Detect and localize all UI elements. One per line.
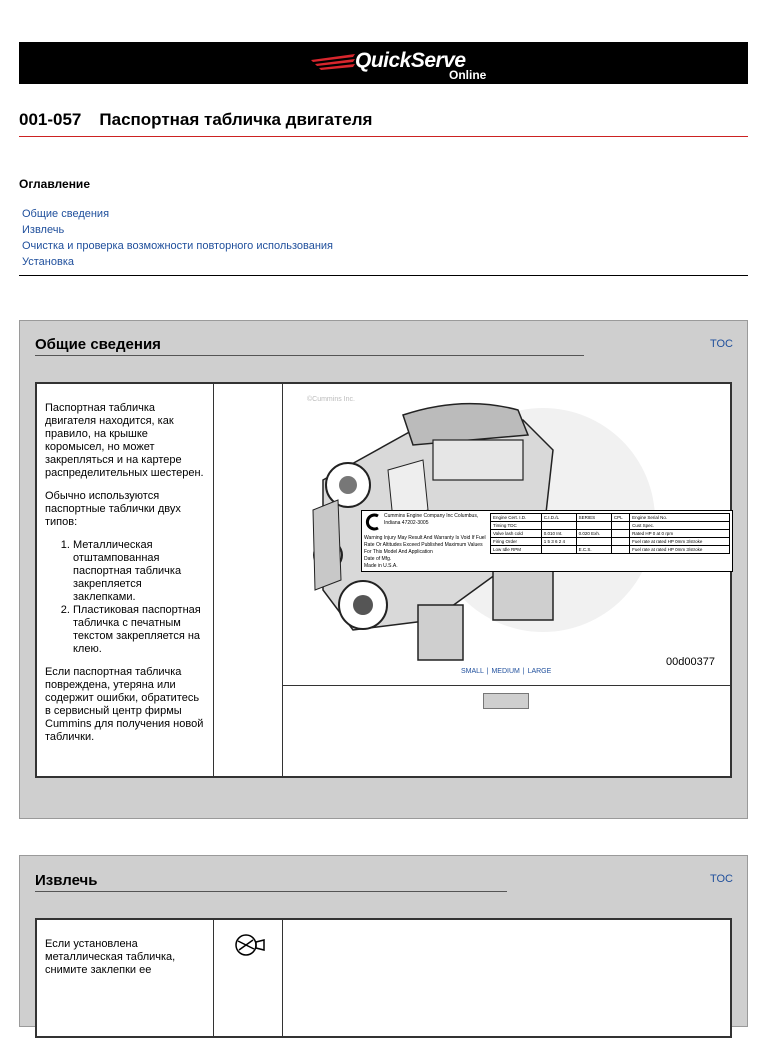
paragraph: Обычно используются паспортные таблички двух типов:: [45, 490, 181, 528]
plate-warning: Warning Injury May Result And Warranty Is Void If Fuel Rate Or Altitudes Exceed Published Maximum Values For This Model And Application: [364, 535, 486, 555]
page-title: [19, 110, 372, 130]
plate-cell: [611, 530, 629, 538]
list-item: 2. Пластиковая паспортная табличка с печатным текстом закрепляется на клею.: [73, 604, 205, 656]
list-item: 1. Металлическая отштампованная паспортная табличка закрепляется заклепками.: [73, 539, 205, 604]
text-column: [37, 384, 214, 776]
plate-notes: [364, 535, 486, 570]
table-row: [491, 522, 730, 530]
size-large-link[interactable]: LARGE: [527, 668, 552, 675]
plate-cell: C.I.D./L: [541, 514, 576, 522]
plate-types-list: [45, 539, 205, 656]
toc-divider: [19, 275, 748, 276]
plate-cell: 1 5 3 6 2 4: [541, 538, 576, 546]
plate-cell: Cust Spec.: [630, 522, 730, 530]
plate-cell: Rated HP 0 at 0 rpm: [630, 530, 730, 538]
toc-link-general[interactable]: Общие сведения: [22, 208, 110, 220]
engine-figure[interactable]: [293, 390, 725, 666]
plate-cell: Engine Serial No.: [630, 514, 730, 522]
content-table: [35, 382, 732, 778]
plate-cell: [611, 522, 629, 530]
toc-link-install[interactable]: Установка: [22, 256, 74, 268]
plate-cell: Low Idle RPM: [491, 546, 542, 554]
quickserve-logo[interactable]: [309, 42, 509, 84]
plate-cell: [541, 522, 576, 530]
page-title-text: Паспортная табличка двигателя: [99, 110, 373, 129]
cummins-logo: [364, 513, 382, 531]
toc-link-clean-inspect[interactable]: Очистка и проверка возможности повторного использования: [22, 240, 334, 252]
plate-cell: [611, 546, 629, 554]
plate-cell: SERIES: [576, 514, 611, 522]
section-general: [19, 320, 748, 819]
site-banner: [19, 42, 748, 84]
plate-cell: Engine Cert. I.D.: [491, 514, 542, 522]
size-medium-link[interactable]: MEDIUM: [491, 668, 520, 675]
table-row: [491, 538, 730, 546]
toc-heading: Оглавление: [19, 177, 90, 191]
size-separator: |: [522, 668, 525, 675]
image-size-links: [461, 668, 551, 675]
plate-date: Date of Mfg.: [364, 556, 392, 562]
section-underline: [35, 355, 584, 356]
plate-maker: Cummins Engine Company Inc Columbus, Indiana 47202-3005: [384, 513, 479, 526]
section-underline: [35, 891, 507, 892]
toc-link-remove[interactable]: Извлечь: [22, 224, 65, 236]
table-row: [491, 514, 730, 522]
table-row: [491, 546, 730, 554]
dataplate-diagram: [361, 510, 733, 572]
brand-sub: Online: [449, 68, 487, 82]
page-code: 001-057: [19, 110, 82, 129]
paragraph: Если паспортная табличка повреждена, утеряна или содержит ошибки, обратитесь в сервисный центр фирмы Cummins для получения новой таблички.: [45, 666, 204, 743]
figure-id: 00d00377: [666, 656, 715, 668]
figure-divider: [283, 685, 730, 686]
icon-column: [214, 384, 283, 776]
plate-cell: [576, 538, 611, 546]
content-table: [35, 918, 732, 1038]
figure-action-button[interactable]: [483, 693, 529, 709]
table-row: [491, 530, 730, 538]
text-column: [37, 920, 214, 1036]
plate-cell: Firing Order: [491, 538, 542, 546]
instruction-text: [45, 938, 205, 987]
drill-tool-icon: [234, 932, 266, 958]
toc-list: [22, 206, 333, 270]
title-divider: [19, 136, 748, 137]
section-heading: Общие сведения: [35, 336, 161, 353]
swoosh-icon: [309, 50, 357, 76]
figure-column: [283, 384, 730, 776]
plate-cell: Fuel rate at rated HP 0mm 3/stroke: [630, 538, 730, 546]
paragraph: Паспортная табличка двигателя находится, как правило, на крышке коромысел, но может закрепляться и на картере распределительных шестерен.: [45, 402, 204, 479]
section-heading: Извлечь: [35, 872, 98, 889]
plate-cell: [611, 538, 629, 546]
figure-column: [283, 920, 730, 1036]
plate-cell: 0.010 Int.: [541, 530, 576, 538]
brand-name: QuickServe: [355, 49, 466, 72]
plate-grid: [490, 513, 730, 554]
plate-cell: CPL: [611, 514, 629, 522]
plate-cell: 0.020 Exh.: [576, 530, 611, 538]
size-separator: |: [486, 668, 489, 675]
toc-return-link[interactable]: TOC: [709, 873, 733, 885]
icon-column: [214, 920, 283, 1036]
plate-cell: Valve lash cold: [491, 530, 542, 538]
plate-cell: Timing TDC: [491, 522, 542, 530]
figure-copyright: ©Cummins Inc.: [307, 396, 355, 403]
plate-cell: Fuel rate at rated HP 0mm 3/stroke: [630, 546, 730, 554]
section-remove: [19, 855, 748, 1027]
toc-return-link[interactable]: TOC: [709, 338, 733, 350]
paragraph: Если установлена металлическая табличка, снимите заклепки ее: [45, 938, 176, 976]
plate-made: Made in U.S.A.: [364, 563, 398, 569]
plate-cell: [576, 522, 611, 530]
size-small-link[interactable]: SMALL: [461, 668, 484, 675]
instruction-text: [45, 402, 205, 754]
plate-cell: [541, 546, 576, 554]
plate-cell: E.C.S.: [576, 546, 611, 554]
